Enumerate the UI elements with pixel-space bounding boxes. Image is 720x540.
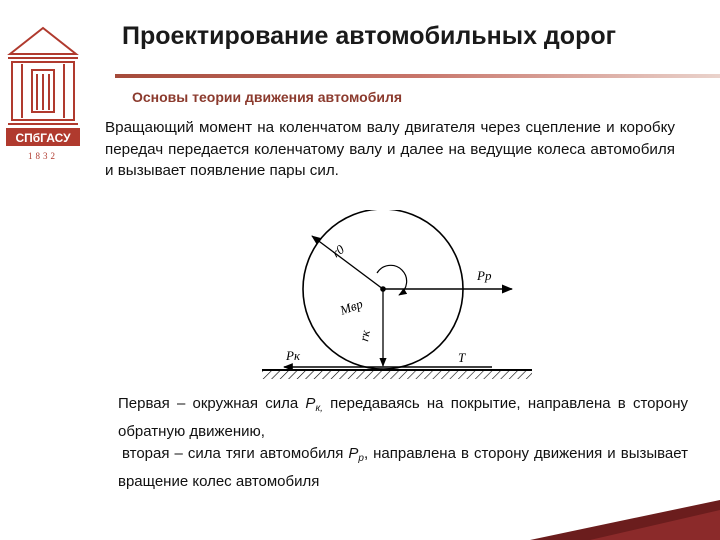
logo-abbr: СПбГАСУ	[15, 131, 71, 145]
first-force-line: Первая – окружная сила $Р_{к,}$ передаваясь на покрытие, направлена в сторону обратную движению,	[118, 395, 688, 440]
university-logo	[4, 14, 82, 164]
wheel-center	[380, 286, 386, 292]
second-force-line: вторая – сила тяги автомобиля $Р_р$, направлена в сторону движения и вызывает вращение колес автомобиля	[118, 445, 688, 490]
section-subtitle: Основы теории движения автомобиля	[132, 89, 403, 105]
intro-paragraph: Вращающий момент на коленчатом валу двигателя через сцепление и коробку передач передается коленчатому валу и далее на ведущие колеса автомобиля и вызывает появление пары сил.	[105, 119, 675, 179]
road-hatching	[262, 371, 532, 379]
label-mvr: Mвр	[337, 295, 365, 318]
corner-decoration	[530, 500, 720, 540]
radius-r0-arrow	[312, 236, 383, 289]
label-rk: rк	[356, 328, 373, 343]
logo-pediment	[10, 28, 76, 54]
label-pp: Pр	[477, 268, 492, 283]
title-underline	[115, 74, 720, 78]
page-title: Проектирование автомобильных дорог	[122, 22, 617, 50]
label-r0: r0	[328, 241, 348, 261]
label-t: T	[458, 350, 466, 365]
label-pk: Pк	[286, 348, 301, 363]
wheel-force-diagram	[262, 210, 532, 385]
logo-year: 1832	[28, 151, 58, 161]
forces-description	[118, 393, 688, 493]
